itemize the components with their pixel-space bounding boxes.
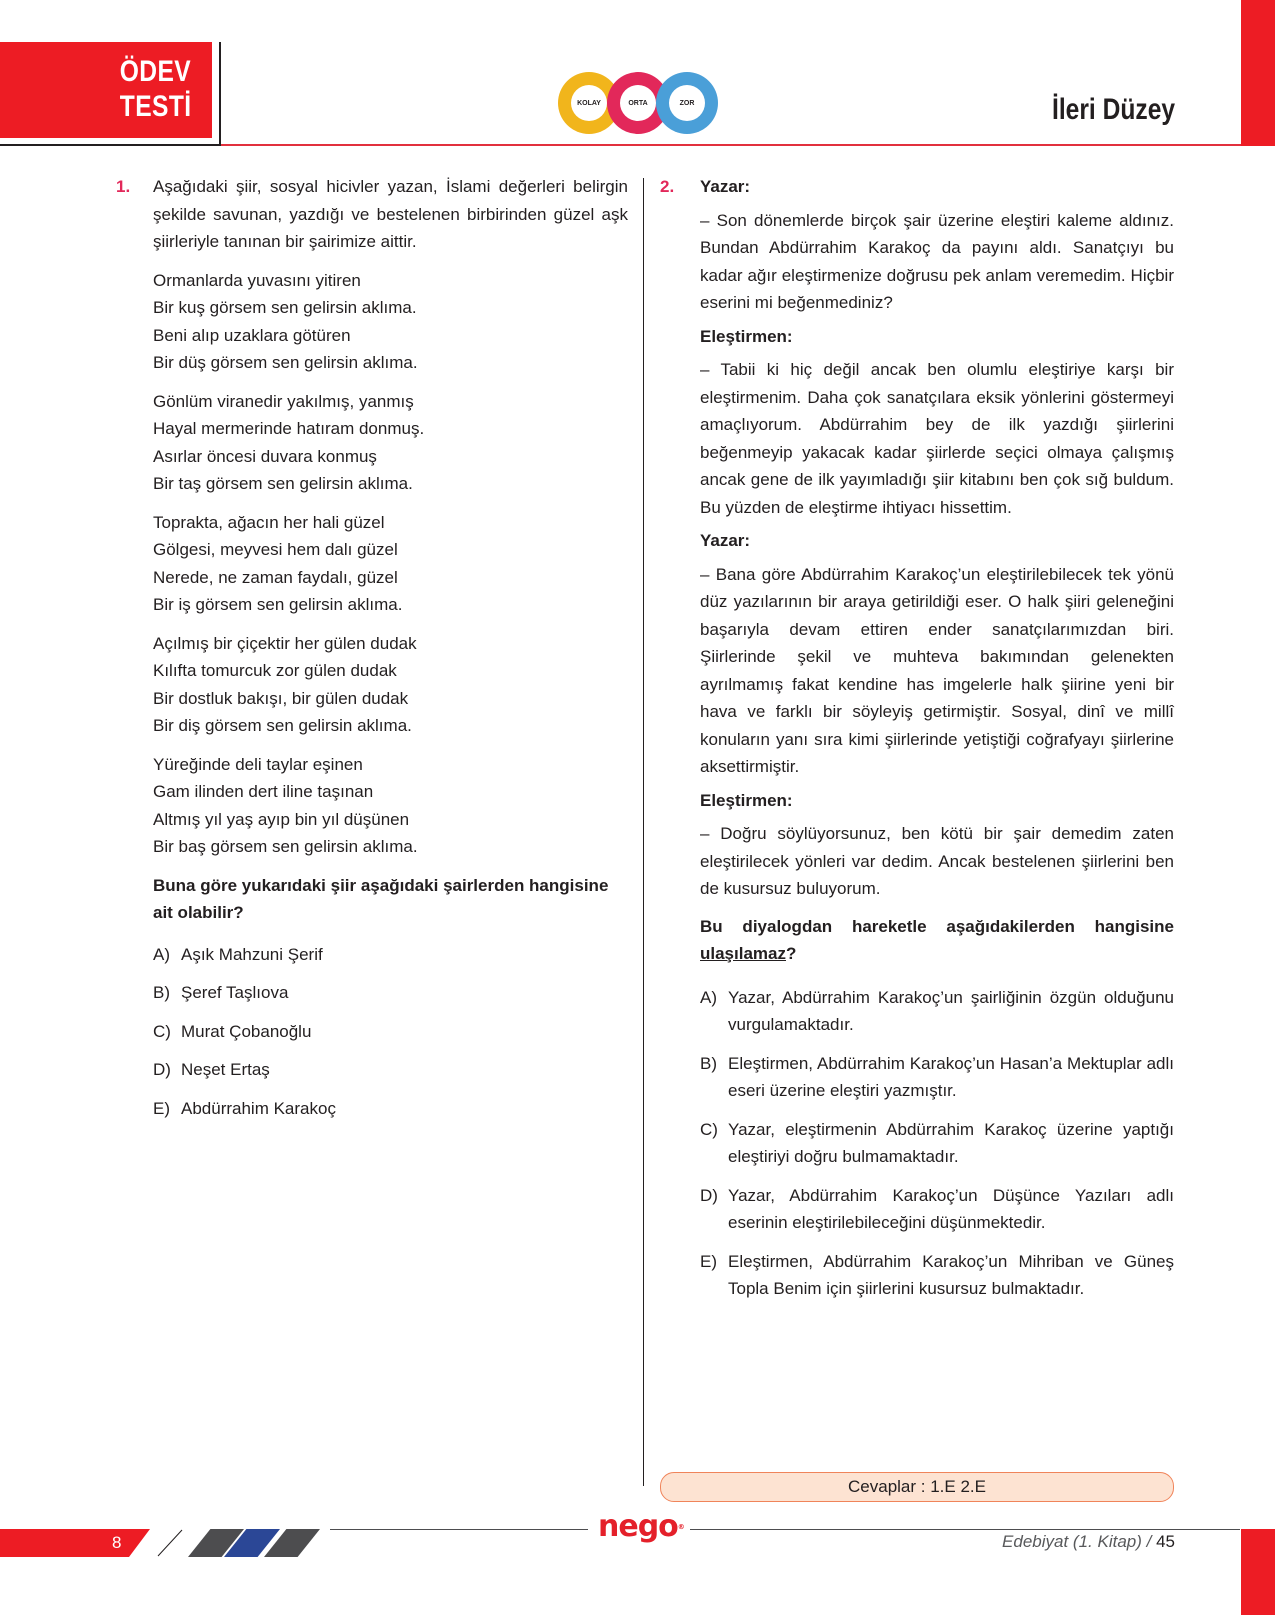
poem-line: Bir iş görsem sen gelirsin aklıma. — [153, 595, 403, 614]
underlined-keyword: ulaşılamaz — [700, 944, 786, 963]
question-stem: Aşağıdaki şiir, sosyal hicivler yazan, İslami değerleri belirgin şekilde savunan, yazdığı ve bestelenen birbirinden güzel aşk şiirleriyle tanınan bir şairimize aittir. — [153, 177, 628, 251]
poem-line: Gölgesi, meyvesi hem dalı güzel — [153, 540, 398, 559]
option-letter: D) — [153, 1060, 171, 1079]
difficulty-level-title: İleri Düzey — [1051, 93, 1175, 126]
poem-line: Beni alıp uzaklara götüren — [153, 325, 351, 345]
answer-option[interactable] — [700, 1248, 1174, 1303]
dialogue-speaker: Yazar: — [700, 531, 751, 550]
option-letter: A) — [700, 987, 717, 1007]
poem-line: Ormanlarda yuvasını yitiren — [153, 270, 361, 290]
answer-option[interactable] — [153, 1095, 628, 1123]
dialogue-speaker: Yazar: — [700, 177, 751, 196]
option-letter: A) — [153, 944, 170, 964]
dialogue — [700, 173, 1174, 903]
poem-line: Nerede, ne zaman faydalı, güzel — [153, 567, 398, 587]
ring-orta: ORTA — [607, 72, 669, 134]
poem-line: Bir dostluk bakışı, bir gülen dudak — [153, 688, 409, 708]
footer-thin-slash-icon — [155, 1529, 185, 1557]
poem-stanza — [153, 630, 628, 740]
answer-option[interactable] — [153, 1018, 628, 1046]
option-text: Murat Çobanoğlu — [181, 1021, 312, 1041]
answer-option[interactable] — [153, 1056, 628, 1084]
option-text: Abdürrahim Karakoç — [181, 1098, 336, 1118]
option-text: Yazar, Abdürrahim Karakoç’un Düşünce Yazıları adlı eserinin eleştirilebileceğini düşünmektedir. — [728, 1185, 1174, 1232]
publisher-logo: nego® — [598, 1509, 684, 1544]
answer-options — [153, 941, 628, 1123]
footer-page-tab — [0, 1529, 150, 1557]
poem-stanza — [153, 751, 628, 861]
poem-line: Bir düş görsem sen gelirsin aklıma. — [153, 353, 418, 372]
answer-option[interactable] — [153, 941, 628, 969]
poem-line: Hayal mermerinde hatıram donmuş. — [153, 419, 425, 438]
question-prompt: Buna göre yukarıdaki şiir aşağıdaki şairlerden hangisine ait olabilir? — [153, 875, 609, 922]
answer-option[interactable] — [700, 1050, 1174, 1105]
footer-rule — [330, 1529, 588, 1530]
test-badge — [0, 42, 212, 138]
option-letter: E) — [153, 1098, 170, 1118]
header-divider — [219, 42, 221, 146]
poem-line: Bir baş görsem sen gelirsin aklıma. — [153, 837, 418, 856]
ring-kolay: KOLAY — [558, 72, 620, 134]
option-letter: B) — [700, 1053, 717, 1073]
question-number: 1. — [116, 177, 131, 196]
dialogue-text: – Tabii ki hiç değil ancak ben olumlu eleştiriye karşı bir eleştirmenim. Daha çok sanatçılara eksik yönlerini göstermeyi amaçlıyorum. Abdürrahim bey de ilk yazdığı şiirlerini beğenmeyip yakacak kadar şiirlerde seçici olmaya çalışmış ancak gene de ilk yayımladığı şiir kitabını ben çok sığ buldum. Bu yüzden de eleştirme ihtiyacı hissettim. — [700, 360, 1174, 517]
difficulty-rings-logo — [558, 72, 718, 134]
answer-option[interactable] — [700, 1182, 1174, 1237]
question-2 — [660, 173, 1174, 1314]
poem-line: Bir kuş görsem sen gelirsin aklıma. — [153, 298, 417, 317]
book-reference: Edebiyat (1. Kitap) / 45 — [1002, 1532, 1175, 1551]
question-prompt: Bu diyalogdan hareketle aşağıdakilerden hangisine ulaşılamaz? — [700, 916, 1174, 963]
poem-line: Açılmış bir çiçektir her gülen dudak — [153, 633, 417, 653]
option-text: Şeref Taşlıova — [181, 983, 289, 1002]
answer-key: Cevaplar : 1.E 2.E — [660, 1472, 1174, 1502]
option-text: Yazar, eleştirmenin Abdürrahim Karakoç üzerine yaptığı eleştiriyi doğru bulmamaktadır. — [728, 1119, 1174, 1166]
poem-line: Gam ilinden dert iline taşınan — [153, 782, 374, 801]
dialogue-text: – Bana göre Abdürrahim Karakoç’un eleştirilebilecek tek yönü düz yazılarının bir araya getirildiği eser. O halk şiiri geleneğini başarıyla devam ettiren ender sanatçılarımızdan biri. Şiirlerinde şekil ve muhteva bakımından gelenekten ayrılmamış fakat kendine has imgelerle halk şiirine yeni bir hava ve farklı bir söyleyiş getirmiştir. Sosyal, dinî ve millî konuların yanı sıra kimi şiirlerinde yetiştiği coğrafyayı şiirlerine aksettirmiştir. — [700, 564, 1174, 776]
option-letter: E) — [700, 1251, 717, 1271]
option-letter: C) — [153, 1021, 171, 1041]
option-letter: C) — [700, 1119, 718, 1139]
poem-line: Altmış yıl yaş ayıp bin yıl düşünen — [153, 809, 410, 829]
option-letter: B) — [153, 983, 170, 1002]
footer-right-bar — [1241, 1529, 1275, 1615]
poem-stanza — [153, 267, 628, 377]
poem-line: Yüreğinde deli taylar eşinen — [153, 754, 363, 774]
answer-option[interactable] — [700, 984, 1174, 1039]
dialogue-speaker: Eleştirmen: — [700, 790, 793, 810]
poem-line: Bir taş görsem sen gelirsin aklıma. — [153, 474, 413, 493]
header-rule-red — [221, 144, 1241, 146]
ring-zor: ZOR — [656, 72, 718, 134]
poem-line: Gönlüm viranedir yakılmış, yanmış — [153, 391, 414, 411]
poem-line: Toprakta, ağacın her hali güzel — [153, 512, 385, 532]
poem-line: Asırlar öncesi duvara konmuş — [153, 446, 377, 466]
answer-options — [700, 984, 1174, 1303]
option-text: Eleştirmen, Abdürrahim Karakoç’un Mihriban ve Güneş Topla Benim için şiirlerini kusursuz bulmaktadır. — [728, 1251, 1174, 1298]
option-text: Eleştirmen, Abdürrahim Karakoç’un Hasan’a Mektuplar adlı eseri üzerine eleştiri yazmıştır. — [728, 1053, 1174, 1100]
column-divider — [643, 178, 644, 1486]
test-badge-title: ÖDEV TESTİ — [120, 55, 192, 123]
poem-line: Bir diş görsem sen gelirsin aklıma. — [153, 716, 412, 735]
page-number: 8 — [112, 1533, 122, 1552]
dialogue-text: – Doğru söylüyorsunuz, ben kötü bir şair demedim zaten eleştirilecek yönleri var dedim. Ancak bestelenen şiirlerini ben de kusursuz buluyorum. — [700, 824, 1174, 898]
poem — [153, 267, 628, 861]
answer-option[interactable] — [700, 1116, 1174, 1171]
option-text: Yazar, Abdürrahim Karakoç’un şairliğinin özgün olduğunu vurgulamaktadır. — [728, 987, 1174, 1034]
dialogue-speaker: Eleştirmen: — [700, 326, 793, 346]
poem-stanza — [153, 509, 628, 619]
header-right-bar — [1241, 0, 1275, 146]
option-text: Aşık Mahzuni Şerif — [181, 944, 323, 964]
answer-option[interactable] — [153, 979, 628, 1007]
option-letter: D) — [700, 1185, 718, 1205]
question-number: 2. — [660, 177, 675, 196]
option-text: Neşet Ertaş — [181, 1060, 270, 1079]
dialogue-text: – Son dönemlerde birçok şair üzerine eleştiri kaleme aldınız. Bundan Abdürrahim Karakoç da payını aldı. Sanatçıyı bu kadar ağır eleştirmenize doğrusu pek anlam veremedim. Hiçbir eserini mi beğenmediniz? — [700, 210, 1174, 312]
poem-line: Kılıfta tomurcuk zor gülen dudak — [153, 661, 397, 680]
header-rule-black — [0, 144, 221, 146]
poem-stanza — [153, 388, 628, 498]
question-1 — [116, 173, 628, 1133]
